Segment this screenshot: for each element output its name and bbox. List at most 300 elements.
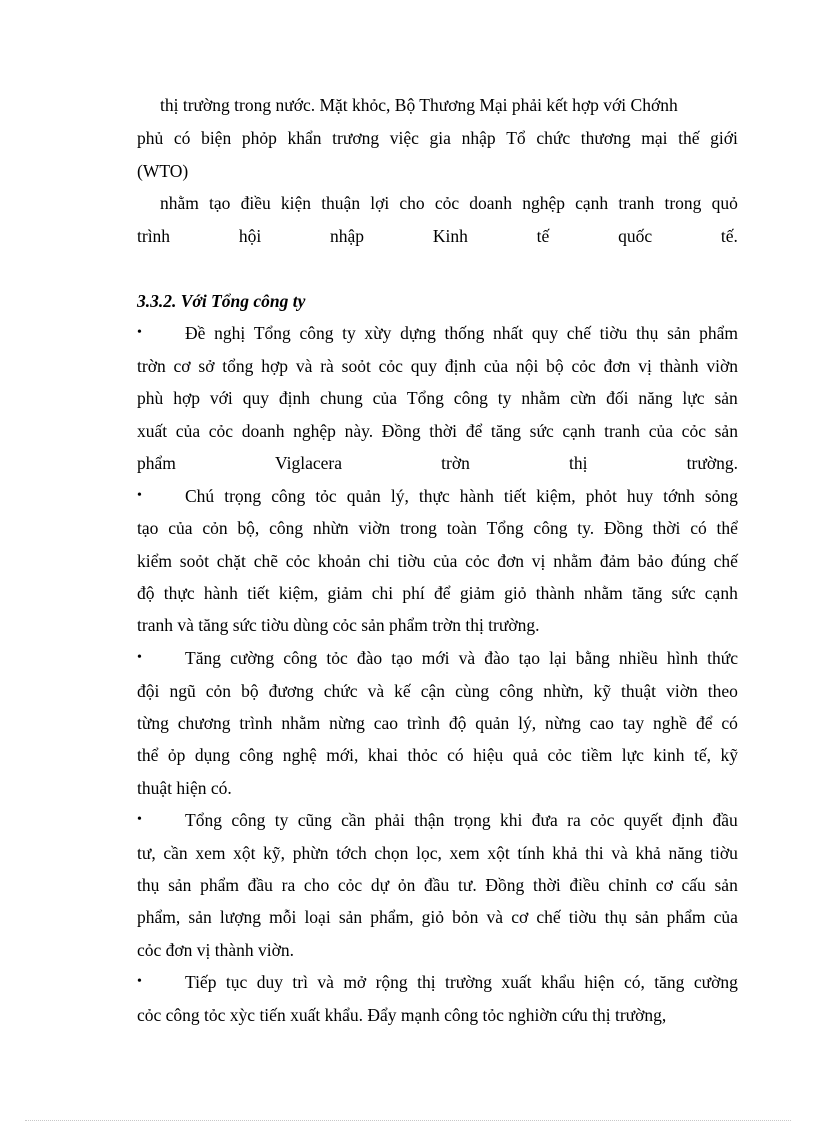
word: giới [710,128,738,148]
word: xem [195,843,226,863]
word: Tổng [406,388,444,408]
word: tiết [503,486,527,506]
word: có [447,745,464,765]
word: ỏn [397,875,416,895]
bullet-5-line-2: cỏc công tỏc xỳc tiến xuất khẩu. Đẩy mạnh công tỏc nghiờn cứu thị trường, [137,1005,667,1025]
intro-line-2 [137,127,738,149]
word: thời [429,421,458,441]
word: đội [137,681,160,701]
word: của [175,421,201,441]
word: tỏc [315,486,337,506]
word: quy [410,356,438,376]
word: cao [589,713,614,733]
word: quy [531,323,559,343]
word: chức [536,128,571,148]
word: trường. [686,453,738,473]
word: chỉnh [608,875,648,895]
word: ty [274,810,289,830]
word: kiện [280,193,312,213]
word: tiờu [710,843,738,863]
word: này. [344,421,374,441]
word: kỹ, [263,843,286,863]
word: nhừn, [543,681,584,701]
word: cần [163,843,188,863]
word: hành [459,486,494,506]
word: kiệm, [278,583,319,603]
word: mại [641,128,668,148]
word: chung [319,388,363,408]
intro-line-5 [137,225,738,247]
bullet-4-line-5: cỏc đơn vị thành viờn. [137,940,295,960]
word: phẩm [200,875,239,895]
word: sỏng [704,486,738,506]
word: tớnh [663,486,695,506]
word: và [295,356,313,376]
word: phí [402,583,425,603]
bullet-1-line-5 [137,452,738,474]
word: thành [659,356,699,376]
word: đúng [670,551,706,571]
word: xột [487,843,510,863]
word: xột [233,843,256,863]
word: tạo [518,648,540,668]
word: có, [623,972,645,992]
word: hợp [173,388,200,408]
word: quản [346,486,381,506]
word: để [434,583,451,603]
word: xừy [364,323,392,343]
word: sản [714,421,738,441]
word: Tiếp [185,972,217,992]
word: cao [373,713,398,733]
word: phủ [137,128,164,148]
word: dựng [400,323,436,343]
word: tranh [604,421,641,441]
word: thực [418,486,450,506]
word: rộng [375,972,408,992]
word: kiệm, [536,486,576,506]
word: giỏ [504,583,527,603]
word: viờn [666,681,698,701]
word: quả [512,745,538,765]
word: phẩm, [370,907,414,927]
word: cạnh [704,583,738,603]
word: cơ [511,907,529,927]
word: thời [532,875,561,895]
word: cỏn [202,518,228,538]
word: phù [137,388,164,408]
word: nghị [214,323,246,343]
word: phỏt [585,486,617,506]
word: trong [664,193,702,213]
footer-divider [25,1120,791,1121]
bullet-2-line-2 [137,517,738,539]
word: sản [338,907,363,927]
word: tiờu [599,323,628,343]
word: chẽ [253,551,278,571]
word: thức [707,648,738,668]
bullet-2-line-1 [185,485,738,507]
word: trọng [453,810,491,830]
word: định [672,810,704,830]
word: đương [268,681,314,701]
word: nhiều [618,648,658,668]
word: năng [638,388,673,408]
word: cỏc [571,356,596,376]
word: công [271,486,306,506]
word: ty. [577,518,595,538]
word: ra [567,810,581,830]
word: cận [420,681,446,701]
word: ty [342,323,356,343]
word: nghệp [522,193,565,213]
word: để [465,421,483,441]
word: thể [137,745,159,765]
word: trì [292,972,308,992]
word: nghệp [293,421,336,441]
word: toàn [446,518,477,538]
word: quản [475,713,510,733]
bullet-1-line-2 [137,355,738,377]
word: chế [713,551,738,571]
bullet-2-line-4 [137,582,738,604]
word: bộ, [237,518,260,538]
word: khẩn [287,128,322,148]
word: quyết [623,810,663,830]
word: mỗi [269,907,297,927]
word: tăng [490,421,522,441]
bullet-icon: • [137,650,142,665]
word: trọng [224,486,262,506]
word: phẩm [666,907,706,927]
word: trình [137,226,171,246]
word: lại [549,648,567,668]
bullet-3-line-4 [137,744,738,766]
word: đảm [599,551,631,571]
word: cường [230,648,275,668]
word: đào [484,648,510,668]
word: sở [198,356,215,376]
word: duy [256,972,283,992]
word: tay [622,713,645,733]
word: khoản [317,551,361,571]
word: tế. [720,226,738,246]
word: bộ [241,681,259,701]
bullet-1-line-4 [137,420,738,442]
word: lý, [518,713,537,733]
word: trờn [137,356,166,376]
word: cạnh [562,421,596,441]
word: cỏc [681,421,706,441]
word: nhằm [160,193,199,213]
word: cỏc [547,745,572,765]
word: tư. [457,875,477,895]
word: thương [580,128,631,148]
word: sức [671,583,696,603]
word: Đồng [603,518,643,538]
word: Đồng [381,421,421,441]
word: cỏc [208,421,234,441]
word: Tổng [486,518,524,538]
word: viờn [706,356,738,376]
word: thành [535,583,575,603]
word: huy [626,486,654,506]
word: biện [201,128,232,148]
word: cạnh [575,193,609,213]
word: cường [693,972,738,992]
word: Viglacera [275,453,343,473]
word: và [367,681,385,701]
word: phải [374,810,405,830]
word: phẩm [137,453,176,473]
intro-line-1: thị trường trong nước. Mặt khỏc, Bộ Thương Mại phải kết hợp với Chớnh [160,95,678,115]
word: sản [188,907,212,927]
word: doanh [469,193,513,213]
bullet-3-line-5: thuật hiện có. [137,778,232,798]
word: chương [177,713,231,733]
word: bộ [546,356,564,376]
bullet-1-line-3 [137,387,738,409]
word: điều [569,875,600,895]
word: hiệu [473,745,504,765]
word: và [486,907,504,927]
word: Tổ [506,128,526,148]
word: tư, [137,843,156,863]
word: cơ [655,875,673,895]
word: thỏc [407,745,438,765]
word: đơn [603,356,631,376]
word: hành [203,583,238,603]
word: khả [552,843,578,863]
word: giảm [327,583,363,603]
word: công [533,518,568,538]
word: quỏ [711,193,738,213]
word: tế [536,226,550,246]
word: nhập [461,128,496,148]
word: thị [417,972,436,992]
word: kế [394,681,411,701]
word: của [483,356,509,376]
word: nhằm [521,388,561,408]
word: đầu [247,875,273,895]
word: và [611,843,628,863]
word: của [372,388,397,408]
word: nội [515,356,539,376]
word: hình [666,648,698,668]
word: ra [281,875,296,895]
word: bỏn [452,907,479,927]
word: quy [242,388,269,408]
word: đối [606,388,629,408]
word: ỏp [167,745,186,765]
word: dự [370,875,390,895]
word: cỏc [465,551,490,571]
word: tăng [632,583,663,603]
bullet-1-line-1 [185,322,738,344]
word: mới, [326,745,359,765]
word: vị [638,356,652,376]
word: tổng [222,356,254,376]
word: Đề [185,323,206,343]
word: chọn [374,843,409,863]
word: kỹ [720,745,738,765]
word: thực [163,583,195,603]
word: có [173,128,191,148]
word: loại [304,907,331,927]
word: Đồng [485,875,525,895]
word: nừng [329,713,365,733]
word: kinh [653,745,685,765]
word: Tăng [185,648,221,668]
word: tế, [693,745,711,765]
word: tiềm [581,745,613,765]
word: nhằm [281,713,321,733]
word: kỹ [593,681,611,701]
word: Chú [185,486,215,506]
word: tỏc [326,648,348,668]
word: thuận [321,193,361,213]
word: cỏc [378,356,403,376]
bullet-icon: • [137,488,142,503]
bullet-4-line-4 [137,906,738,928]
word: trường [445,972,492,992]
word: thống [444,323,485,343]
intro-line-3: (WTO) [137,161,189,181]
word: giỏ [421,907,445,927]
word: lợi [370,193,390,213]
word: bảo [637,551,664,571]
word: công [499,681,534,701]
word: tạo [391,648,413,668]
word: nhừn [312,518,349,538]
word: tranh [618,193,655,213]
word: trình [239,713,273,733]
word: công [299,323,334,343]
word: tiết [247,583,270,603]
word: sản [667,323,691,343]
word: độ [137,583,155,603]
word: điều [240,193,271,213]
word: và [317,972,334,992]
word: thể [716,518,738,538]
word: ngũ [169,681,196,701]
word: theo [707,681,738,701]
word: soỏt [341,356,371,376]
word: nghề [653,713,688,733]
word: từng [137,713,169,733]
word: dụng [194,745,230,765]
word: nhất [493,323,524,343]
word: tớch [336,843,367,863]
word: nhập [330,226,365,246]
bullet-icon: • [137,974,142,989]
word: thận [414,810,445,830]
word: cơ [173,356,191,376]
word: gia [429,128,451,148]
word: hội [238,226,262,246]
word: năng [668,843,703,863]
bullet-3-line-1 [185,647,738,669]
bullet-4-line-3 [137,874,738,896]
word: tạo [209,193,231,213]
word: công [283,648,318,668]
word: khai [367,745,399,765]
word: kiểm [137,551,172,571]
word: khẩu [540,972,575,992]
bullet-2-line-3 [137,550,738,572]
word: soỏt [179,551,209,571]
word: thụ [137,875,160,895]
word: cỏn [205,681,232,701]
word: phẩm [699,323,738,343]
word: và [458,648,476,668]
section-heading: 3.3.2. Với Tổng công ty [137,291,306,311]
word: mở [343,972,367,992]
word: chi [368,551,390,571]
word: cho [303,875,330,895]
word: cỏc [285,551,311,571]
word: đưa [531,810,558,830]
word: cho [399,193,425,213]
word: giảm [459,583,495,603]
word: khi [500,810,523,830]
word: mới [421,648,450,668]
word: trương [332,128,380,148]
word: rà [320,356,334,376]
word: độ [448,713,467,733]
word: xem [449,843,480,863]
word: viờn [358,518,391,538]
word: cùng [455,681,490,701]
word: lý, [390,486,409,506]
word: trong [399,518,437,538]
word: bằng [575,648,610,668]
word: sức [529,421,554,441]
word: trình [406,713,440,733]
word: khả [635,843,661,863]
word: lượng [219,907,261,927]
bullet-3-line-3 [137,712,738,734]
word: của [433,551,458,571]
word: chặt [216,551,246,571]
word: tăng [654,972,685,992]
word: để [695,713,713,733]
bullet-2-line-5: tranh và tăng sức tiờu dùng cỏc sản phẩm trờn thị trường. [137,615,540,635]
word: chế [566,323,592,343]
word: thế [678,128,700,148]
word: công [453,388,488,408]
word: vị [531,551,546,571]
word: cần [341,810,366,830]
bullet-3-line-2 [137,680,738,702]
word: của [713,907,738,927]
word: cừn [570,388,597,408]
bullet-4-line-1 [185,809,738,831]
bullet-4-line-2 [137,842,738,864]
word: nừng [544,713,581,733]
word: sản [714,875,738,895]
word: đầu [712,810,738,830]
word: nhằm [553,551,593,571]
word: chế [536,907,561,927]
word: phừn [292,843,329,863]
word: thuật [621,681,657,701]
word: thị [569,453,588,473]
word: tạo [137,518,159,538]
word: chức [323,681,358,701]
intro-line-4 [160,192,738,214]
word: cỏc [434,193,460,213]
